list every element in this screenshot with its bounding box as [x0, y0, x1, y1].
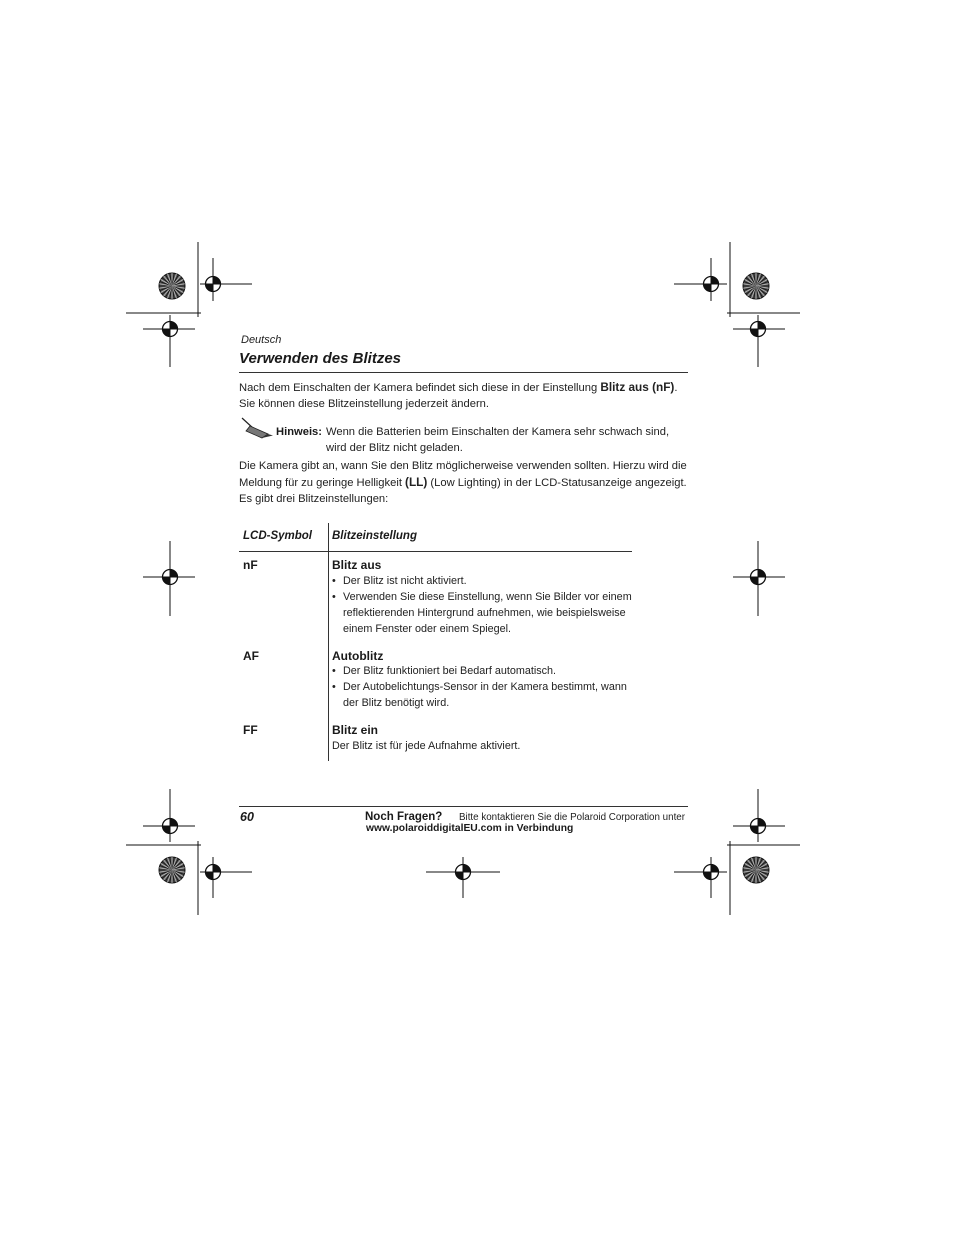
registration-target-icon [704, 865, 719, 880]
footer-divider [239, 806, 688, 807]
page-number: 60 [240, 810, 254, 824]
star-target-icon [159, 273, 185, 299]
table-header-divider [239, 551, 632, 552]
table-row-symbol: AF [243, 649, 259, 663]
table-row-title: Autoblitz [332, 649, 384, 663]
star-target-icon [743, 857, 769, 883]
star-target-icon [743, 273, 769, 299]
registration-target-icon [751, 570, 766, 585]
footer-contact-text: Bitte kontaktieren Sie die Polaroid Corporation unter [459, 812, 686, 823]
footer-url[interactable]: www.polaroiddigitalEU.com in Verbindung [366, 823, 574, 834]
table-row-title: Blitz ein [332, 723, 379, 737]
registration-target-icon [456, 865, 471, 880]
intro-paragraph: Nach dem Einschalten der Kamera befindet sich diese in der Einstellung Blitz aus (nF). Sie können diese Blitzeinstellung jederzeit ändern. [239, 380, 678, 410]
list-item: • Verwenden Sie diese Einstellung, wenn Sie Bilder vor einem reflektierenden Hintergrund aufnehmen, wie beispielsweise einem Fenster oder einem Spiegel. [332, 589, 632, 637]
table-row-bullets [332, 573, 632, 637]
note-text: Wenn die Batterien beim Einschalten der Kamera sehr schwach sind, wird der Blitz nicht geladen. [326, 426, 670, 454]
list-item: • Der Blitz funktioniert bei Bedarf automatisch. [332, 663, 632, 679]
table-row-title: Blitz aus [332, 558, 382, 572]
language-label: Deutsch [241, 334, 282, 346]
table-column-divider [328, 523, 329, 761]
table-row-bullets [332, 663, 632, 711]
star-target-icon [159, 857, 185, 883]
table-header-symbol: LCD-Symbol [243, 530, 312, 542]
registration-target-icon [206, 865, 221, 880]
registration-target-icon [751, 819, 766, 834]
table-row-text: Der Blitz ist für jede Aufnahme aktiviert. [332, 740, 521, 752]
registration-target-icon [206, 277, 221, 292]
list-item: • Der Blitz ist nicht aktiviert. [332, 573, 632, 589]
list-item: • Der Autobelichtungs-Sensor in der Kamera bestimmt, wann der Blitz benötigt wird. [332, 679, 632, 711]
table-row-symbol: FF [243, 723, 258, 737]
page-title: Verwenden des Blitzes [239, 350, 401, 367]
flash-paragraph: Die Kamera gibt an, wann Sie den Blitz möglicherweise verwenden sollten. Hierzu wird die Meldung für zu geringe Helligkeit (LL) (Low Lighting) in der LCD-Statusanzeige angezeigt. Es gibt drei Blitzeinstellungen: [239, 460, 687, 505]
registration-target-icon [163, 819, 178, 834]
intro-bold-setting: Blitz aus (nF) [600, 380, 675, 394]
table-row-symbol: nF [243, 558, 258, 572]
registration-target-icon [163, 322, 178, 337]
registration-target-icon [704, 277, 719, 292]
pencil-note-icon [240, 417, 274, 439]
registration-target-icon [751, 322, 766, 337]
title-divider [239, 372, 688, 373]
low-lighting-code: (LL) [405, 475, 428, 489]
note-label: Hinweis: [276, 426, 323, 438]
table-header-setting: Blitzeinstellung [332, 530, 417, 542]
registration-target-icon [163, 570, 178, 585]
footer-question: Noch Fragen? [365, 811, 443, 823]
